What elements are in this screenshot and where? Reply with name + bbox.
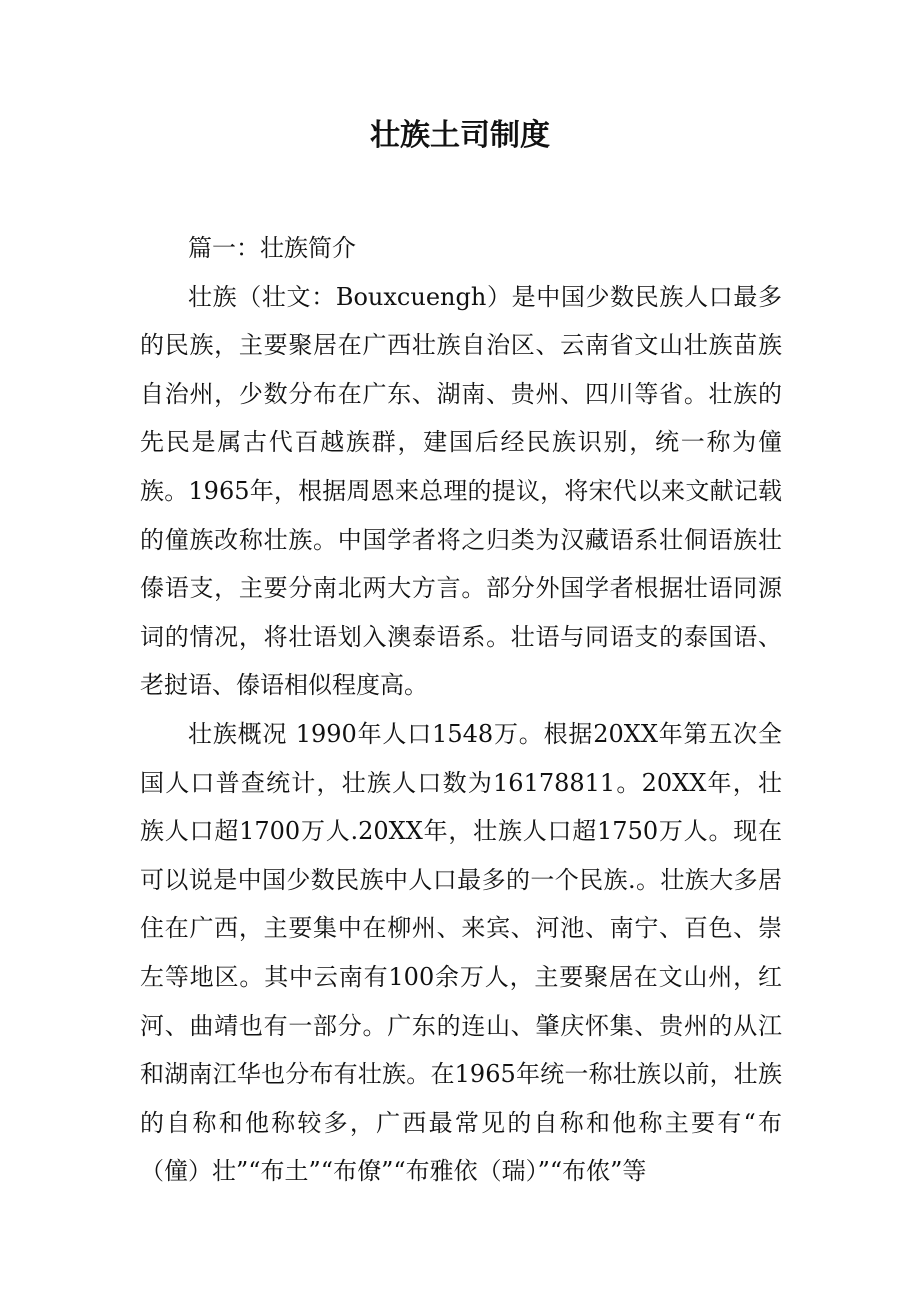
paragraph-intro: 壮族（壮文：Bouxcuengh）是中国少数民族人口最多的民族，主要聚居在广西壮族自治区、云南省文山壮族苗族自治州，少数分布在广东、湖南、贵州、四川等省。壮族的先民是属古代百越族群，建国后经民族识别，统一称为僮族。1965年，根据周恩来总理的提议，将宋代以来文献记载的僮族改称壮族。中国学者将之归类为汉藏语系壮侗语族壮傣语支，主要分南北两大方言。部分外国学者根据壮语同源词的情况，将壮语划入澳泰语系。壮语与同语支的泰国语、老挝语、傣语相似程度高。 [140,282,782,700]
paragraph-overview: 壮族概况 1990年人口1548万。根据20XX年第五次全国人口普查统计，壮族人口数为16178811。20XX年，壮族人口超1700万人.20XX年，壮族人口超1750万人。现在可以说是中国少数民族中人口最多的一个民族.。壮族大多居住在广西，主要集中在柳州、来宾、河池、南宁、百色、崇左等地区。其中云南有100余万人，主要聚居在文山州，红河、曲靖也有一部分。广东的连山、肇庆怀集、贵州的从江和湖南江华也分布有壮族。在1965年统一称壮族以前，壮族的自称和他称较多，广西最常见的自称和他称主要有“布（僮）壮”“布土”“布僚”“布雅依（瑞）”“布侬”等 [140,719,782,1186]
document-title: 壮族土司制度 [370,118,550,153]
document-body [140,224,782,1196]
section-heading: 篇一：壮族简介 [188,234,356,262]
